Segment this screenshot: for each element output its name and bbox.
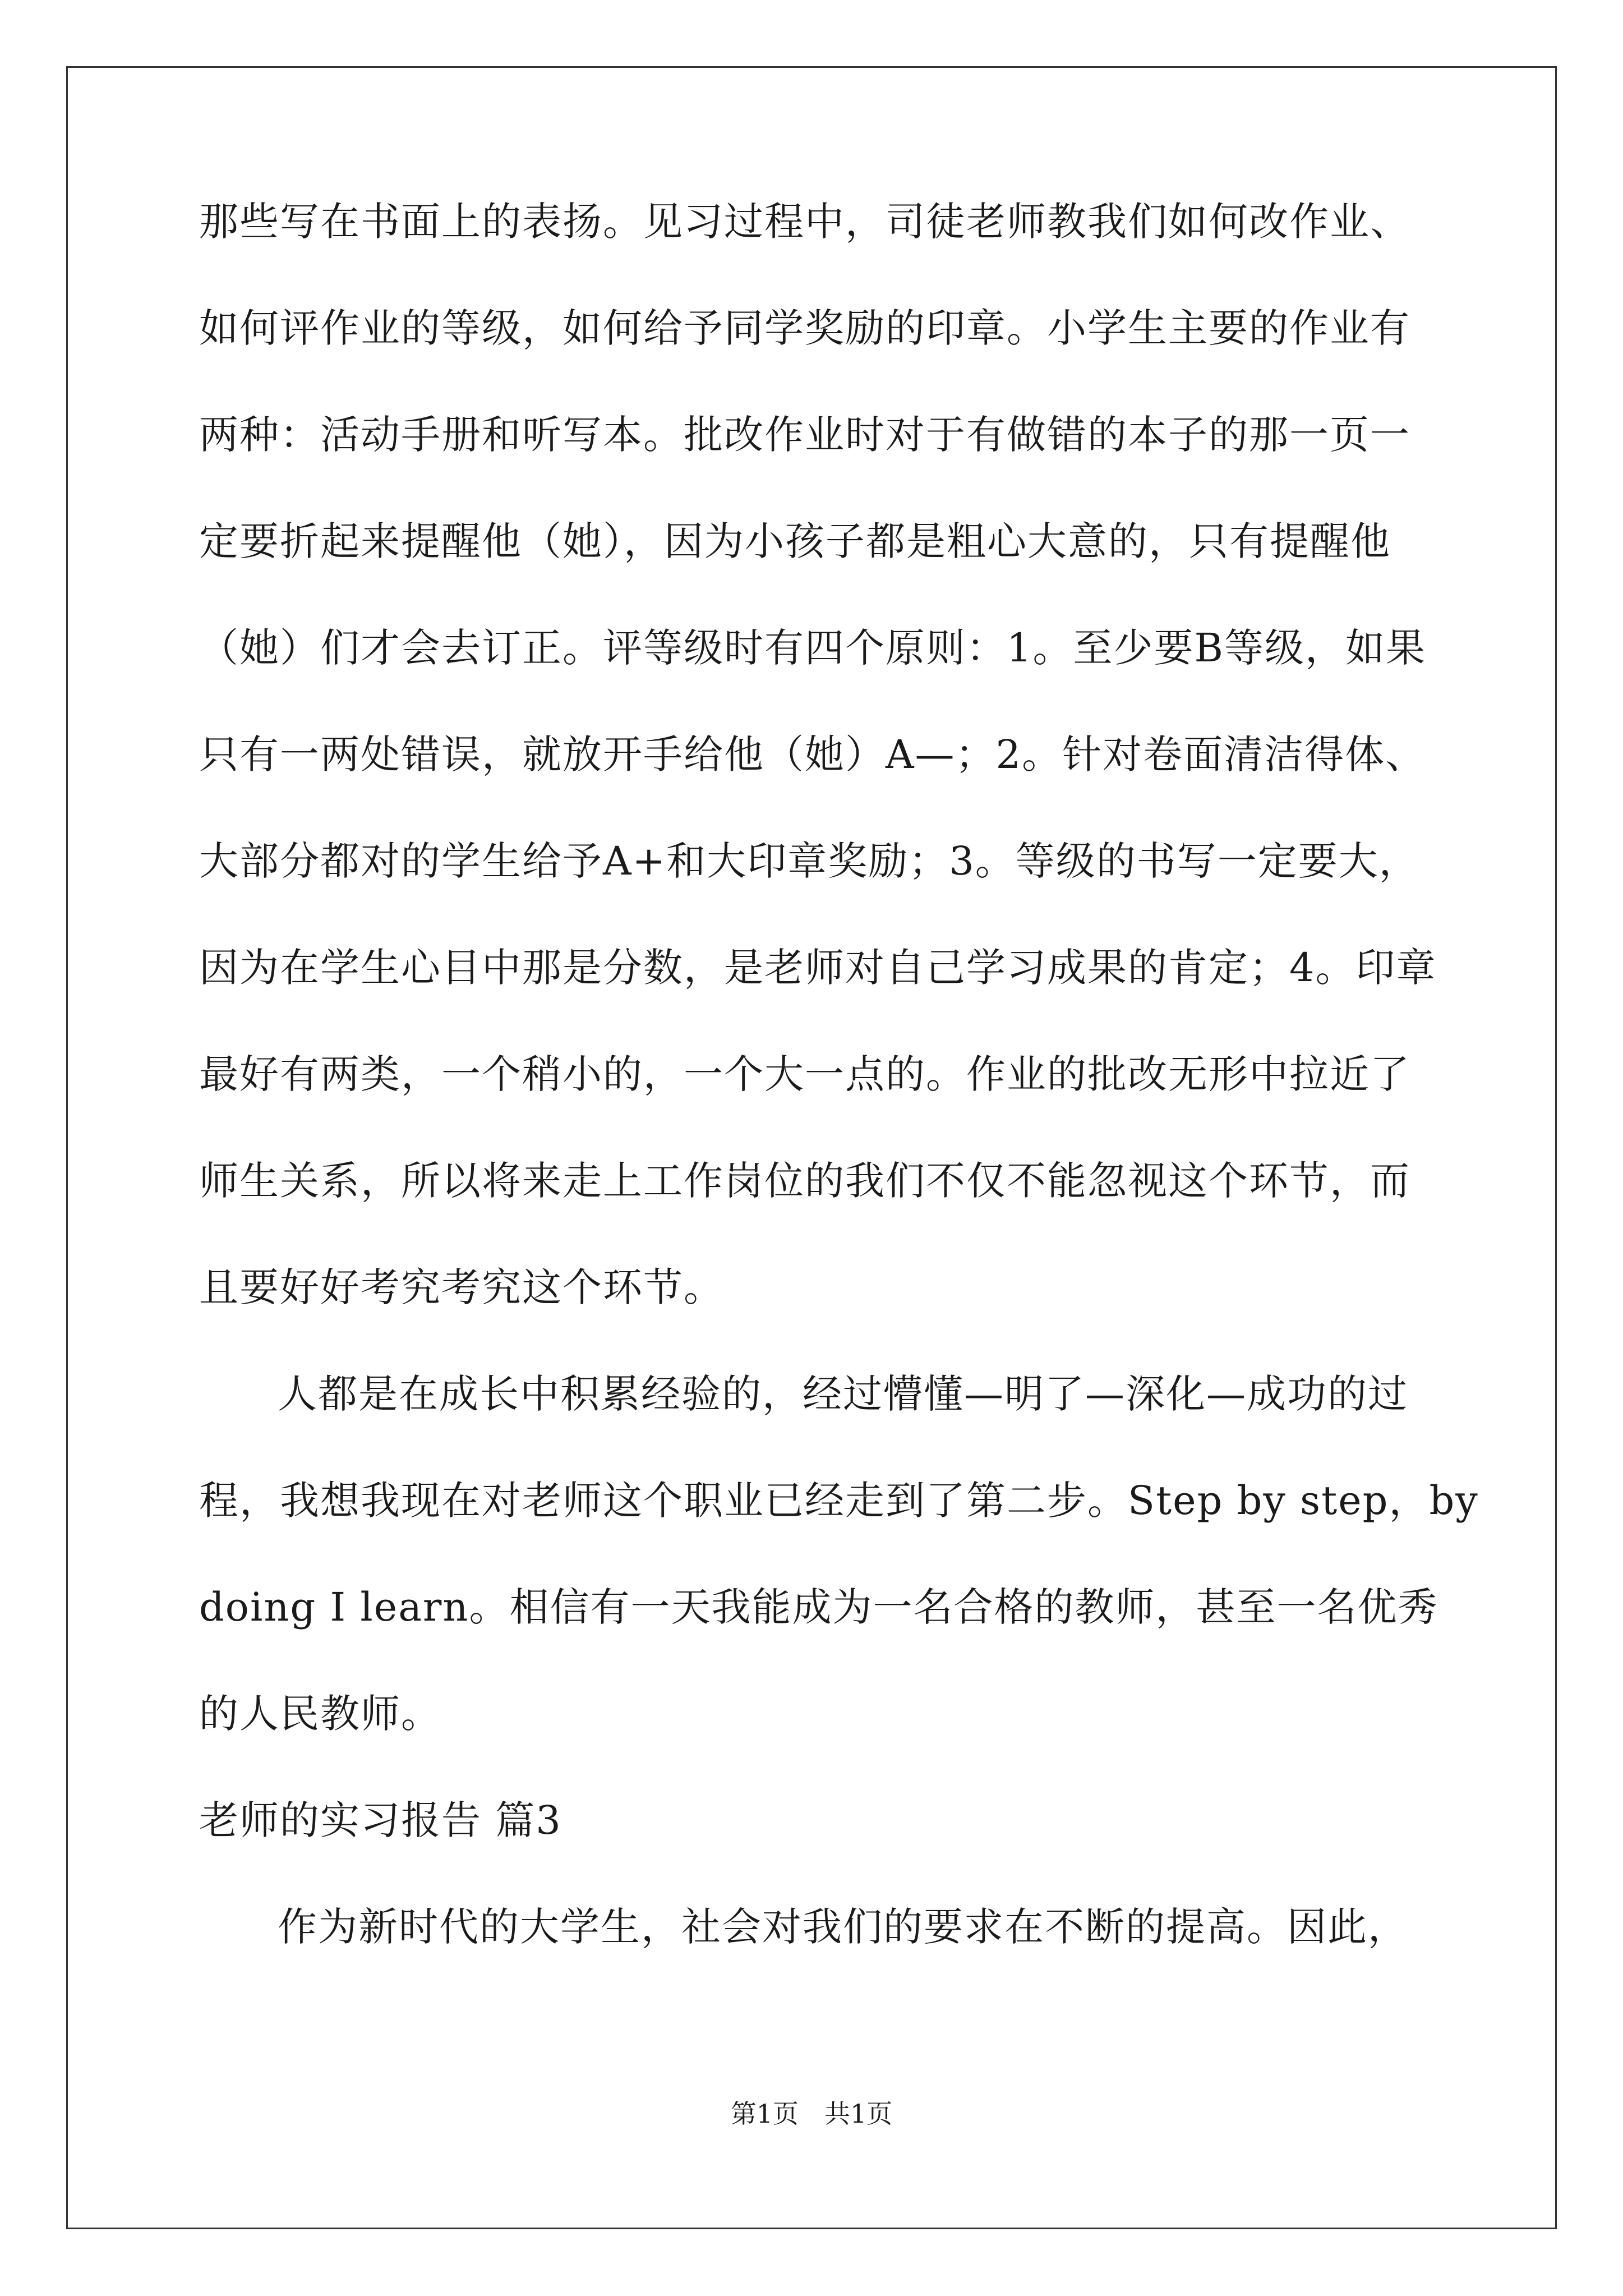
text-line: （她）们才会去订正。评等级时有四个原则：1。至少要B等级，如果 — [199, 625, 1426, 671]
text-line: 作为新时代的大学生，社会对我们的要求在不断的提高。因此， — [278, 1904, 1408, 1950]
text-line: 师生关系，所以将来走上工作岗位的我们不仅不能忽视这个环节，而 — [199, 1158, 1410, 1204]
text-line: 的人民教师。 — [199, 1691, 441, 1737]
paragraph-2 — [199, 1341, 1479, 1767]
paragraph-1 — [199, 168, 1438, 1341]
text-line: 最好有两类，一个稍小的，一个大一点的。作业的批改无形中拉近了 — [199, 1051, 1410, 1097]
text-line: 程，我想我现在对老师这个职业已经走到了第二步。Step by step，by — [199, 1478, 1479, 1524]
page-number-footer: 第1页 共1页 — [730, 2099, 893, 2129]
text-line: 人都是在成长中积累经验的，经过懵懂—明了—深化—成功的过 — [278, 1371, 1408, 1417]
text-line: 两种：活动手册和听写本。批改作业时对于有做错的本子的那一页一 — [199, 412, 1410, 458]
text-line: 定要折起来提醒他（她），因为小孩子都是粗心大意的，只有提醒他 — [199, 518, 1391, 564]
text-line: 只有一两处错误，就放开手给他（她）A—；2。针对卷面清洁得体、 — [199, 731, 1426, 777]
section-heading: 老师的实习报告 篇3 — [199, 1797, 562, 1843]
text-line: 如何评作业的等级，如何给予同学奖励的印章。小学生主要的作业有 — [199, 305, 1410, 351]
text-line: 那些写在书面上的表扬。见习过程中，司徒老师教我们如何改作业、 — [199, 199, 1410, 245]
document-body — [199, 168, 1479, 1980]
text-line: 且要好好考究考究这个环节。 — [199, 1264, 724, 1310]
paragraph-3 — [199, 1874, 1438, 1980]
text-line: 大部分都对的学生给予A+和大印章奖励；3。等级的书写一定要大， — [199, 838, 1419, 884]
text-line: 因为在学生心目中那是分数，是老师对自己学习成果的肯定；4。印章 — [199, 945, 1437, 991]
text-line: doing I learn。相信有一天我能成为一名合格的教师，甚至一名优秀 — [199, 1584, 1438, 1630]
